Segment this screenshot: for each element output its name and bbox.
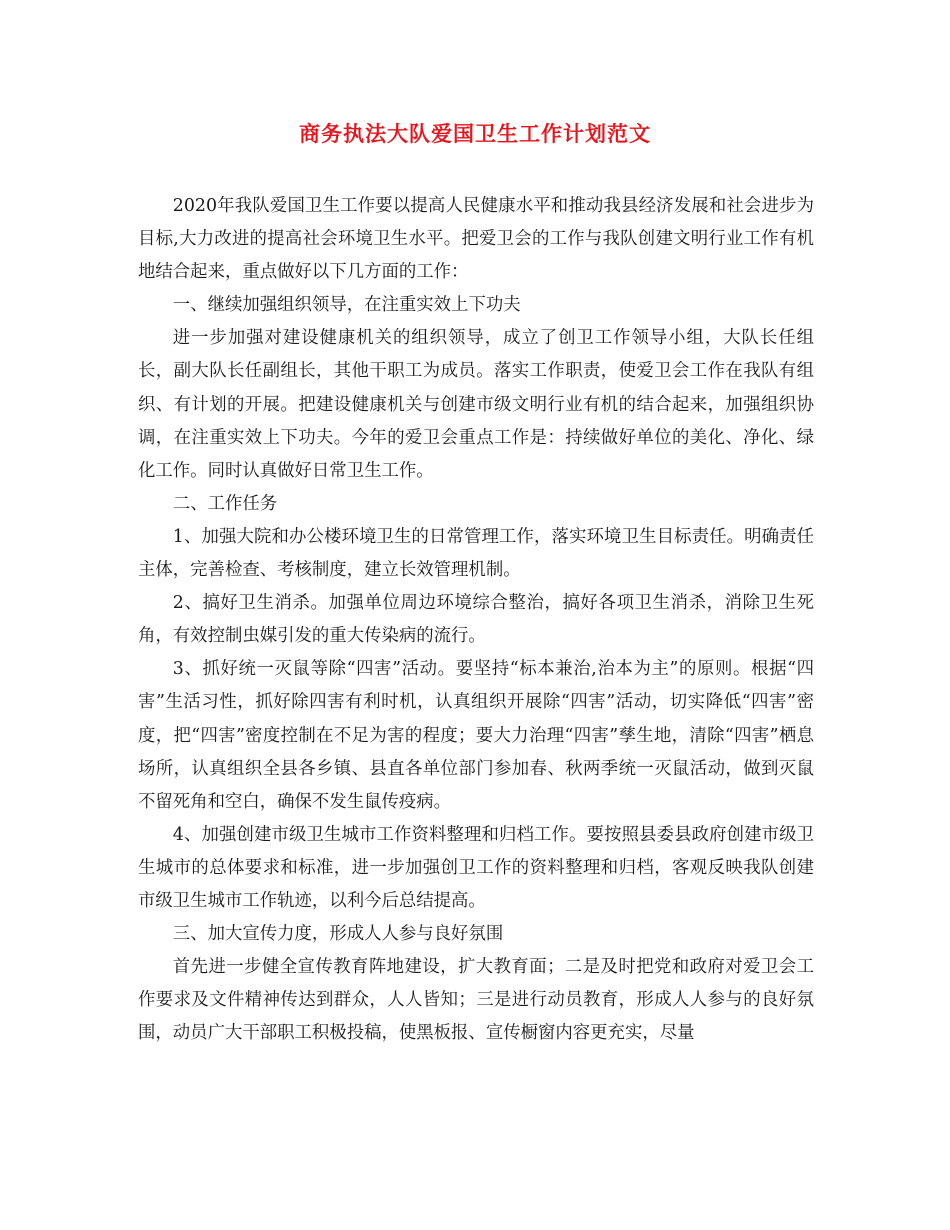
paragraph-publicity: 首先进一步健全宣传教育阵地建设，扩大教育面；二是及时把党和政府对爱卫会工作要求及文件精神传达到群众，人人皆知；三是进行动员教育，形成人人参与的良好氛围，动员广大干部职工积极投稿，使黑板报、宣传橱窗内容更充实，尽量 <box>138 957 814 1044</box>
section-heading-3: 三、加大宣传力度，形成人人参与良好氛围 <box>172 924 504 945</box>
task-item-2: 2、搞好卫生消杀。加强单位周边环境综合整治，搞好各项卫生消杀，消除卫生死角，有效控制虫媒引发的重大传染病的流行。 <box>138 593 814 647</box>
section-heading-2: 二、工作任务 <box>172 493 278 514</box>
document-body <box>138 190 814 1050</box>
task-item-1: 1、加强大院和办公楼环境卫生的日常管理工作，落实环境卫生目标责任。明确责任主体，完善检查、考核制度，建立长效管理机制。 <box>138 526 814 581</box>
paragraph-organization: 进一步加强对建设健康机关的组织领导，成立了创卫工作领导小组，大队长任组长，副大队长任副组长，其他干职工为成员。落实工作职责，使爱卫会工作在我队有组织、有计划的开展。把建设健康机关与创建市级文明行业有机的结合起来，加强组织协调，在注重实效上下功夫。今年的爱卫会重点工作是：持续做好单位的美化、净化、绿化工作。同时认真做好日常卫生工作。 <box>138 328 814 481</box>
task-item-3: 3、抓好统一灭鼠等除“四害”活动。要坚持“标本兼治,治本为主”的原则。根据“四害”生活习性，抓好除四害有利时机，认真组织开展除“四害”活动，切实降低“四害”密度，把“四害”密度控制在不足为害的程度；要大力治理“四害”孳生地，清除“四害”栖息场所，认真组织全县各乡镇、县直各单位部门参加春、秋两季统一灭鼠活动，做到灭鼠不留死角和空白，确保不发生鼠传疫病。 <box>138 659 814 812</box>
document-title: 商务执法大队爱国卫生工作计划范文 <box>299 122 651 146</box>
task-item-4: 4、加强创建市级卫生城市工作资料整理和归档工作。要按照县委县政府创建市级卫生城市的总体要求和标准，进一步加强创卫工作的资料整理和归档，客观反映我队创建市级卫生城市工作轨迹，以利今后总结提高。 <box>138 824 814 911</box>
paragraph-intro: 2020年我队爱国卫生工作要以提高人民健康水平和推动我县经济发展和社会进步为目标,大力改进的提高社会环境卫生水平。把爱卫会的工作与我队创建文明行业工作有机地结合起来，重点做好以下几方面的工作： <box>138 196 814 283</box>
section-heading-1: 一、继续加强组织领导，在注重实效上下功夫 <box>172 295 521 316</box>
